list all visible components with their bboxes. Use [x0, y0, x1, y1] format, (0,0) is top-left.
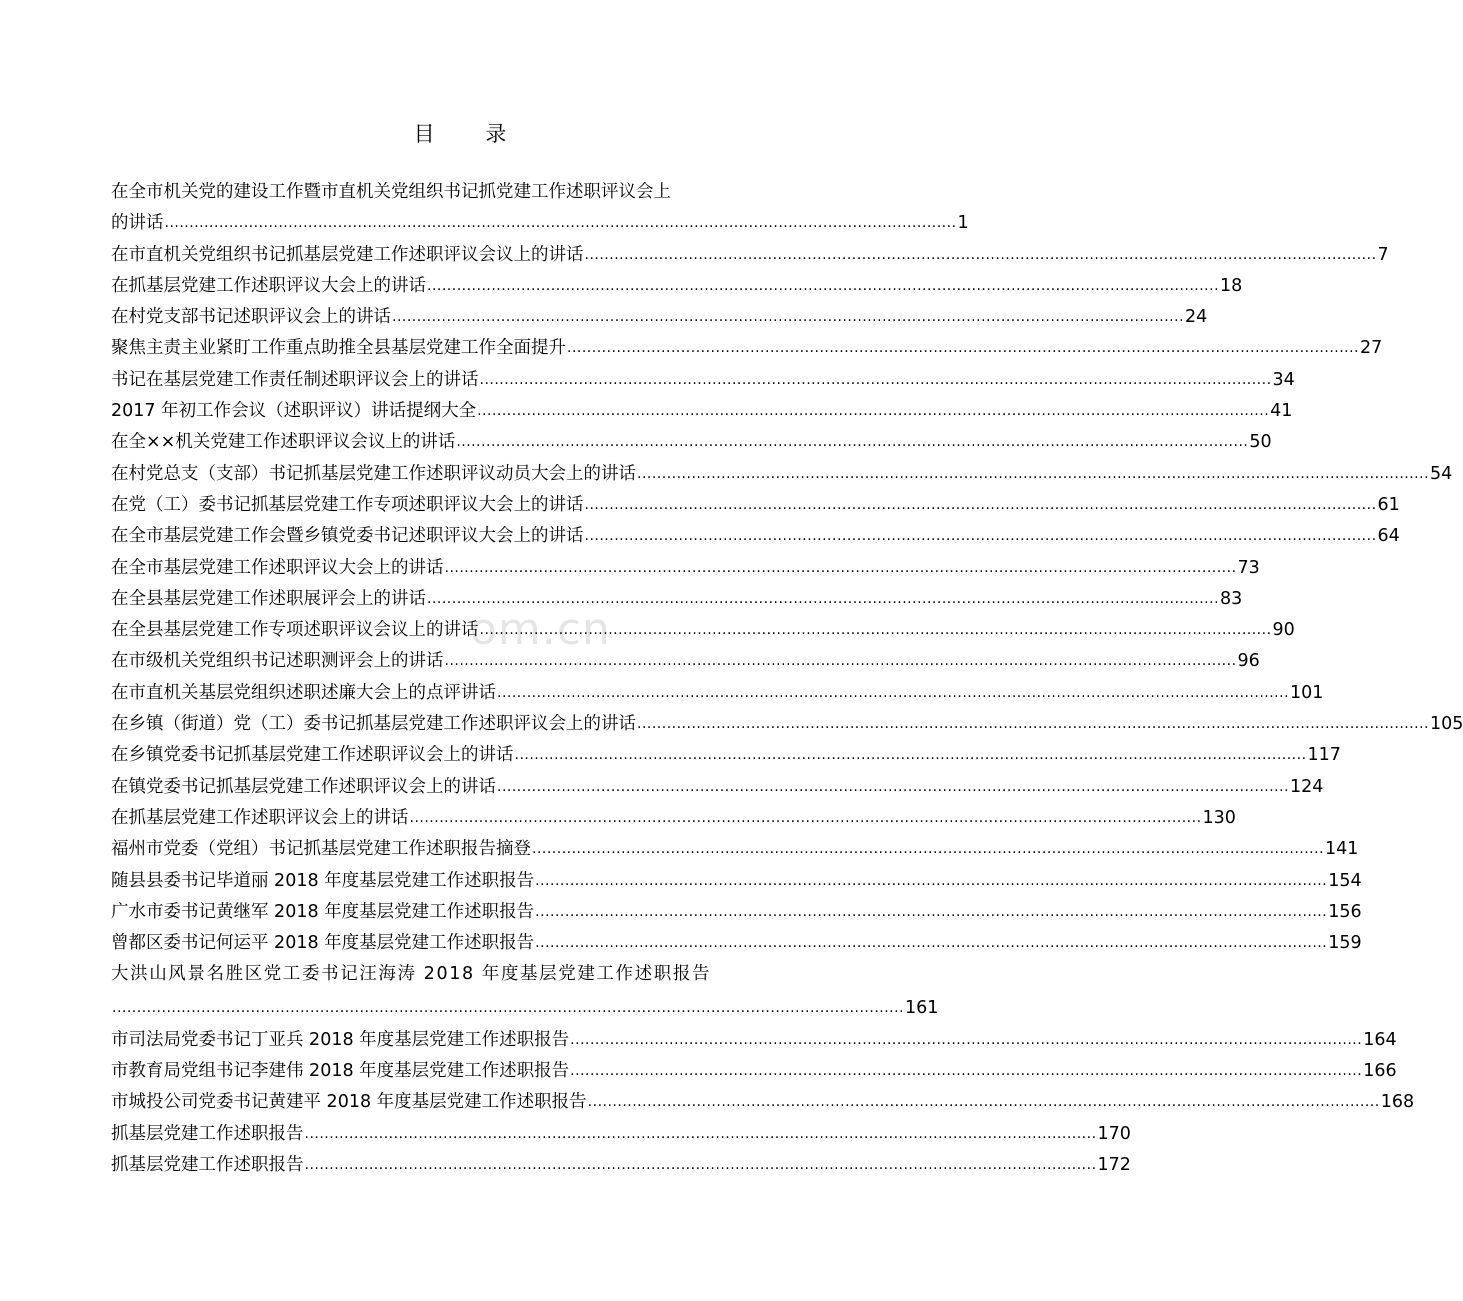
toc-entry-page: 83 [1220, 588, 1243, 609]
toc-entry[interactable] [111, 1119, 1131, 1150]
toc-entry-page: 168 [1380, 1092, 1415, 1113]
toc-entry[interactable] [111, 208, 969, 239]
toc-entry-title: 市城投公司党委书记黄建平 2018 年度基层党建工作述职报告 [111, 1092, 587, 1113]
dot-leader: ................................................................................................................................................................ [427, 277, 1220, 294]
toc-entry-page: 166 [1363, 1061, 1397, 1082]
toc-entry[interactable] [111, 1056, 1397, 1087]
dot-leader: ................................................................................................................................................................ [535, 935, 1328, 952]
toc-entry-page: 156 [1328, 901, 1362, 922]
toc-entry[interactable] [111, 240, 1389, 271]
toc-entry-page: 101 [1290, 682, 1324, 703]
toc-entry-page: 41 [1270, 401, 1293, 422]
toc-entry-page: 64 [1377, 526, 1400, 547]
toc-entry-page: 1 [957, 213, 969, 234]
toc-entry[interactable] [111, 678, 1324, 709]
toc-entry-title: 聚焦主责主业紧盯工作重点助推全县基层党建工作全面提升 [111, 338, 566, 359]
dot-leader: ................................................................................................................................................................ [444, 559, 1237, 576]
toc-entry-page: 164 [1363, 1029, 1397, 1050]
toc-entry-title: 市教育局党组书记李建伟 2018 年度基层党建工作述职报告 [111, 1061, 570, 1082]
toc-entry-title: 在村党支部书记述职评议会上的讲话 [111, 307, 391, 328]
toc-entry-title: 在乡镇党委书记抓基层党建工作述职评议会上的讲话 [111, 745, 514, 766]
dot-leader: ................................................................................................................................................................ [392, 309, 1185, 326]
toc-entry[interactable] [111, 740, 1341, 771]
toc-entry[interactable] [111, 584, 1243, 615]
toc-entry-title: 在抓基层党建工作述职评议大会上的讲话 [111, 275, 426, 296]
dot-leader: ................................................................................................................................................................ [164, 215, 957, 232]
dot-leader: ................................................................................................................................................................ [112, 999, 905, 1016]
toc-entry[interactable] [111, 271, 1243, 302]
dot-leader: ................................................................................................................................................................ [304, 1156, 1097, 1173]
toc-entry[interactable] [111, 866, 1362, 897]
toc-entry-title: 在市级机关党组织书记述职测评会上的讲话 [111, 651, 444, 672]
toc-entry-title: 随县县委书记毕道丽 2018 年度基层党建工作述职报告 [111, 870, 535, 891]
page-title: 目 录 [413, 122, 529, 146]
toc-entry[interactable] [111, 333, 1383, 364]
toc-entry-page: 27 [1360, 338, 1383, 359]
toc-entry-title-line[interactable]: 在全市机关党的建设工作暨市直机关党组织书记抓党建工作述职评议会上 [111, 182, 671, 202]
toc-entry[interactable] [111, 490, 1400, 521]
dot-leader: ................................................................................................................................................................ [497, 684, 1290, 701]
toc-entry-title: 在党（工）委书记抓基层党建工作专项述职评议大会上的讲话 [111, 494, 584, 515]
dot-leader: ................................................................................................................................................................ [304, 1125, 1097, 1142]
toc-entry-title: 广水市委书记黄继军 2018 年度基层党建工作述职报告 [111, 901, 535, 922]
toc-entry[interactable] [111, 772, 1324, 803]
toc-entry-title: 在市直机关基层党组织述职述廉大会上的点评讲话 [111, 682, 496, 703]
toc-entry-page: 73 [1237, 557, 1260, 578]
toc-entry-page: 124 [1290, 776, 1324, 797]
toc-entry-page: 34 [1272, 369, 1295, 390]
toc-entry-title: 在镇党委书记抓基层党建工作述职评议会上的讲话 [111, 776, 496, 797]
toc-entry-title: 在全市基层党建工作会暨乡镇党委书记述职评议大会上的讲话 [111, 526, 584, 547]
toc-entry[interactable] [111, 615, 1295, 646]
toc-entry-title: 的讲话 [111, 213, 164, 234]
dot-leader: ................................................................................................................................................................ [584, 528, 1377, 545]
toc-entry[interactable] [111, 1025, 1397, 1056]
toc-entry-title: 福州市党委（党组）书记抓基层党建工作述职报告摘登 [111, 839, 531, 860]
dot-leader: ................................................................................................................................................................ [637, 716, 1430, 733]
toc-entry-page: 96 [1237, 651, 1260, 672]
toc-entry-page: 170 [1097, 1123, 1131, 1144]
dot-leader: ................................................................................................................................................................ [479, 371, 1272, 388]
toc-entry[interactable] [111, 427, 1272, 458]
toc-entry[interactable] [111, 365, 1295, 396]
toc-entry-page: 117 [1307, 745, 1341, 766]
toc-entry-title: 在全××机关党建工作述职评议会议上的讲话 [111, 432, 456, 453]
toc-entry-page: 130 [1202, 807, 1236, 828]
toc-entry[interactable] [111, 553, 1260, 584]
dot-leader: ................................................................................................................................................................ [444, 653, 1237, 670]
toc-entry-page: 141 [1325, 839, 1359, 860]
toc-entry[interactable] [111, 928, 1362, 959]
toc-entry-title: 在全县基层党建工作专项述职评议会议上的讲话 [111, 620, 479, 641]
dot-leader: ................................................................................................................................................................ [456, 434, 1249, 451]
toc-entry-title-line[interactable]: 大洪山风景名胜区党工委书记汪海涛 2018 年度基层党建工作述职报告 [111, 964, 712, 985]
toc-entry[interactable] [111, 302, 1208, 333]
toc-entry-page: 90 [1272, 620, 1295, 641]
toc-entry-title: 在市直机关党组织书记抓基层党建工作述职评议会议上的讲话 [111, 244, 584, 265]
dot-leader: ................................................................................................................................................................ [477, 403, 1270, 420]
toc-entry[interactable] [111, 709, 1463, 740]
dot-leader: ................................................................................................................................................................ [584, 246, 1377, 263]
toc-entry-page: 24 [1185, 307, 1208, 328]
dot-leader: ................................................................................................................................................................ [427, 590, 1220, 607]
dot-leader: ................................................................................................................................................................ [497, 778, 1290, 795]
toc-entry[interactable] [111, 1087, 1415, 1118]
toc-entry-title: 抓基层党建工作述职报告 [111, 1123, 304, 1144]
toc-entry-page: 61 [1377, 494, 1400, 515]
toc-entry-page: 159 [1328, 933, 1362, 954]
toc-entry-title: 抓基层党建工作述职报告 [111, 1154, 304, 1175]
toc-entry[interactable] [111, 897, 1362, 928]
toc-entry-page: 50 [1249, 432, 1272, 453]
toc-entry-page: 154 [1328, 870, 1362, 891]
toc-entry-page: 172 [1097, 1154, 1131, 1175]
toc-entry[interactable] [111, 521, 1400, 552]
toc-entry-page: 54 [1430, 463, 1453, 484]
watermark: om.cn [470, 604, 611, 655]
dot-leader: ................................................................................................................................................................ [567, 340, 1360, 357]
toc-entry-title: 在抓基层党建工作述职评议会上的讲话 [111, 807, 409, 828]
dot-leader: ................................................................................................................................................................ [535, 872, 1328, 889]
toc-entry-page: 161 [905, 997, 939, 1018]
dot-leader: ................................................................................................................................................................ [637, 465, 1430, 482]
dot-leader: ................................................................................................................................................................ [409, 809, 1202, 826]
dot-leader: ................................................................................................................................................................ [584, 496, 1377, 513]
toc-entry[interactable] [111, 646, 1260, 677]
toc-entry-page: 18 [1220, 275, 1243, 296]
toc-entry[interactable] [111, 459, 1453, 490]
dot-leader: ................................................................................................................................................................ [479, 622, 1272, 639]
toc-entry-title: 在乡镇（街道）党（工）委书记抓基层党建工作述职评议会上的讲话 [111, 714, 636, 735]
dot-leader: ................................................................................................................................................................ [532, 841, 1325, 858]
toc-entry-title: 在全市基层党建工作述职评议大会上的讲话 [111, 557, 444, 578]
toc-entry[interactable] [111, 991, 939, 1025]
dot-leader: ................................................................................................................................................................ [570, 1031, 1363, 1048]
toc-entry[interactable] [111, 834, 1359, 865]
toc-entry[interactable] [111, 803, 1236, 834]
toc-entry-title: 市司法局党委书记丁亚兵 2018 年度基层党建工作述职报告 [111, 1029, 570, 1050]
toc-entry-title: 2017 年初工作会议（述职评议）讲话提纲大全 [111, 401, 477, 422]
table-of-contents [111, 177, 1463, 1181]
dot-leader: ................................................................................................................................................................ [587, 1094, 1380, 1111]
toc-entry[interactable] [111, 1150, 1131, 1181]
dot-leader: ................................................................................................................................................................ [535, 903, 1328, 920]
toc-entry-title: 在村党总支（支部）书记抓基层党建工作述职评议动员大会上的讲话 [111, 463, 636, 484]
toc-entry-title: 曾都区委书记何运平 2018 年度基层党建工作述职报告 [111, 933, 535, 954]
toc-entry-title: 书记在基层党建工作责任制述职评议会上的讲话 [111, 369, 479, 390]
toc-entry[interactable] [111, 396, 1293, 427]
toc-entry-page: 7 [1377, 244, 1389, 265]
dot-leader: ................................................................................................................................................................ [570, 1063, 1363, 1080]
toc-entry-title: 在全县基层党建工作述职展评会上的讲话 [111, 588, 426, 609]
toc-entry-page: 105 [1430, 714, 1463, 735]
dot-leader: ................................................................................................................................................................ [514, 747, 1307, 764]
